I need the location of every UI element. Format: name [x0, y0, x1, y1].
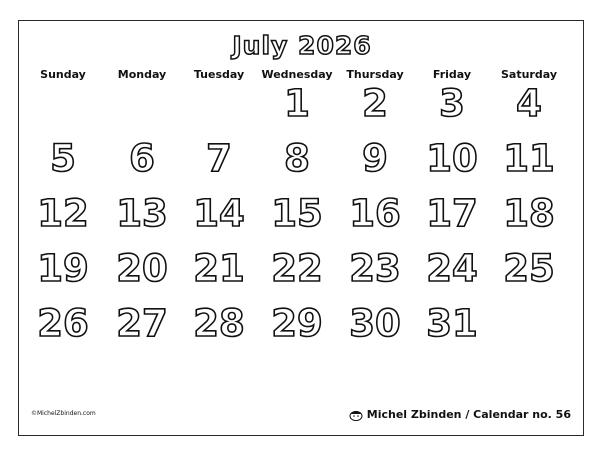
day-cell: 29 — [271, 302, 323, 345]
day-cell: 17 — [426, 192, 478, 235]
day-cell: 9 — [362, 137, 388, 180]
calendar-page — [18, 20, 584, 436]
day-cell: 5 — [50, 137, 76, 180]
weekday-friday: Friday — [432, 68, 472, 81]
weekday-monday: Monday — [117, 68, 167, 81]
weekday-tuesday: Tuesday — [193, 68, 245, 81]
copyright-text: ©MichelZbinden.com — [31, 410, 96, 417]
credit-text: Michel Zbinden / Calendar no. 56 — [366, 408, 571, 421]
day-cell: 7 — [206, 137, 232, 180]
day-cell: 4 — [516, 82, 542, 125]
day-cell: 19 — [37, 247, 89, 290]
day-cell: 8 — [284, 137, 310, 180]
day-cell: 3 — [439, 82, 465, 125]
day-cell: 6 — [129, 137, 155, 180]
day-cell: 1 — [284, 82, 310, 125]
day-cell: 30 — [349, 302, 401, 345]
day-cell: 12 — [37, 192, 89, 235]
weekday-thursday: Thursday — [346, 68, 404, 81]
day-cell: 31 — [426, 302, 478, 345]
face-icon — [349, 409, 363, 421]
day-cell: 20 — [116, 247, 168, 290]
calendar-title: July 2026 — [232, 31, 372, 60]
weekday-saturday: Saturday — [501, 68, 557, 81]
day-cell: 23 — [349, 247, 401, 290]
day-cell: 26 — [37, 302, 89, 345]
day-cell: 28 — [193, 302, 245, 345]
day-cell: 24 — [426, 247, 478, 290]
day-cell: 25 — [503, 247, 555, 290]
day-cell: 13 — [116, 192, 168, 235]
day-cell: 16 — [349, 192, 401, 235]
day-cell: 2 — [362, 82, 388, 125]
day-cell: 27 — [116, 302, 168, 345]
day-cell: 14 — [193, 192, 245, 235]
day-cell: 22 — [271, 247, 323, 290]
day-cell: 18 — [503, 192, 555, 235]
day-cell: 11 — [503, 137, 555, 180]
weekday-wednesday: Wednesday — [261, 68, 333, 81]
weekday-sunday: Sunday — [40, 68, 86, 81]
footer-credit — [349, 408, 571, 421]
day-cell: 15 — [271, 192, 323, 235]
day-cell: 10 — [426, 137, 478, 180]
day-cell: 21 — [193, 247, 245, 290]
